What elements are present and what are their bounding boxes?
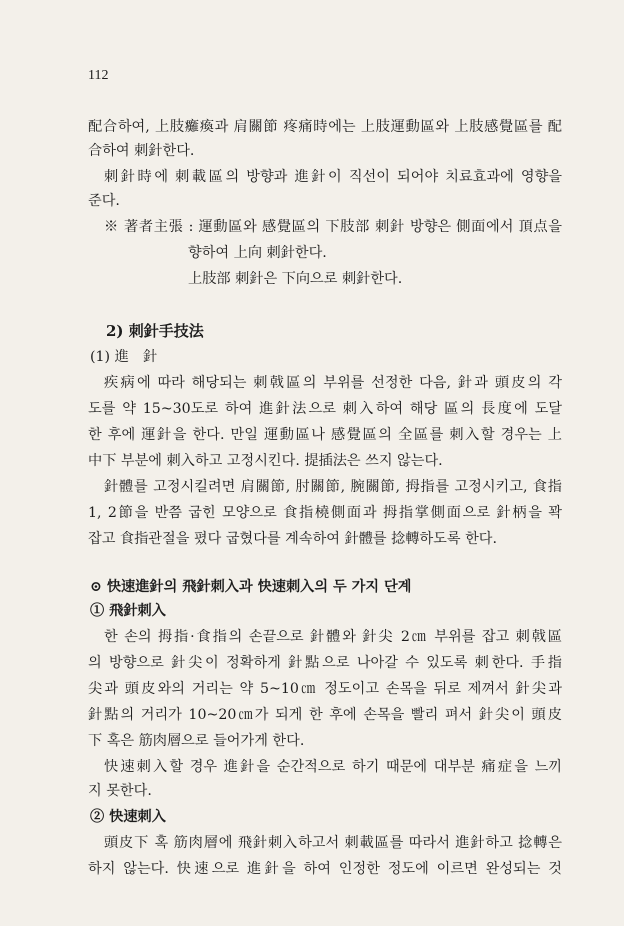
- text-line: 의 방향으로 針尖이 정확하게 針點으로 나아갈 수 있도록 刺한다. 手指: [88, 655, 562, 671]
- text-line: 지 못한다.: [88, 783, 152, 799]
- text-line: 配合하여, 上肢癱瘓과 肩關節 疼痛時에는 上肢運動區와 上肢感覺區를 配: [88, 119, 562, 135]
- text-line: 中下 부분에 刺入하고 고정시킨다. 提插法은 쓰지 않는다.: [88, 453, 443, 469]
- page-number: 112: [88, 68, 109, 83]
- text-line: 한 후에 運針을 한다. 만일 運動區나 感覺區의 全區를 刺入할 경우는 上: [88, 427, 562, 443]
- section-title: 2) 刺針手技法: [106, 322, 204, 340]
- author-note-line: 上肢部 刺針은 下向으로 刺針한다.: [188, 271, 403, 287]
- text-line: 針點의 거리가 10~20㎝가 되게 한 후에 손목을 빨리 펴서 針尖이 頭皮: [88, 707, 562, 723]
- bullet-heading: ⊙ 快速進針의 飛針刺入과 快速刺入의 두 가지 단계: [90, 579, 412, 595]
- item-heading: ① 飛針刺入: [90, 603, 166, 619]
- item-heading: ② 快速刺入: [90, 809, 166, 825]
- text-line: 잡고 食指관절을 폈다 굽혔다를 계속하여 針體를 捻轉하도록 한다.: [88, 531, 498, 547]
- text-line: 合하여 刺針한다.: [88, 143, 195, 159]
- text-line: 下 혹은 筋肉層으로 들어가게 한다.: [88, 733, 305, 749]
- text-line: 針體를 고정시킬려면 肩關節, 肘關節, 腕關節, 拇指를 고정시키고, 食指: [104, 479, 562, 495]
- text-line: 刺針時에 刺載區의 방향과 進針이 직선이 되어야 치료효과에 영향을: [104, 169, 562, 185]
- text-line: 1, 2節을 반쯤 굽힌 모양으로 食指橈側面과 拇指掌側面으로 針柄을 꽉: [88, 505, 562, 521]
- text-line: 快速刺入할 경우 進針을 순간적으로 하기 때문에 대부분 痛症을 느끼: [104, 759, 562, 775]
- subsection-title: (1) 進 針: [90, 349, 158, 365]
- text-line: 尖과 頭皮와의 거리는 약 5~10㎝ 정도이고 손목을 뒤로 제껴서 針尖과: [88, 681, 562, 697]
- text-line: 준다.: [88, 193, 120, 209]
- text-line: 도를 약 15~30도로 하여 進針法으로 刺入하여 해당 區의 長度에 도달: [88, 401, 562, 417]
- author-note-line: ※ 著者主張 : 運動區와 感覺區의 下肢部 刺針 방향은 側面에서 頂点을: [104, 219, 562, 235]
- text-line: 頭皮下 혹 筋肉層에 飛針刺入하고서 刺載區를 따라서 進針하고 捻轉은: [104, 835, 562, 851]
- text-line: 하지 않는다. 快速으로 進針을 하여 인정한 정도에 이르면 완성되는 것: [88, 861, 562, 877]
- text-line: 疾病에 따라 해당되는 刺戟區의 부위를 선정한 다음, 針과 頭皮의 각: [104, 375, 562, 391]
- author-note-line: 향하여 上向 刺針한다.: [188, 245, 327, 261]
- text-line: 한 손의 拇指·食指의 손끝으로 針體와 針尖 2㎝ 부위를 잡고 刺戟區: [104, 629, 562, 645]
